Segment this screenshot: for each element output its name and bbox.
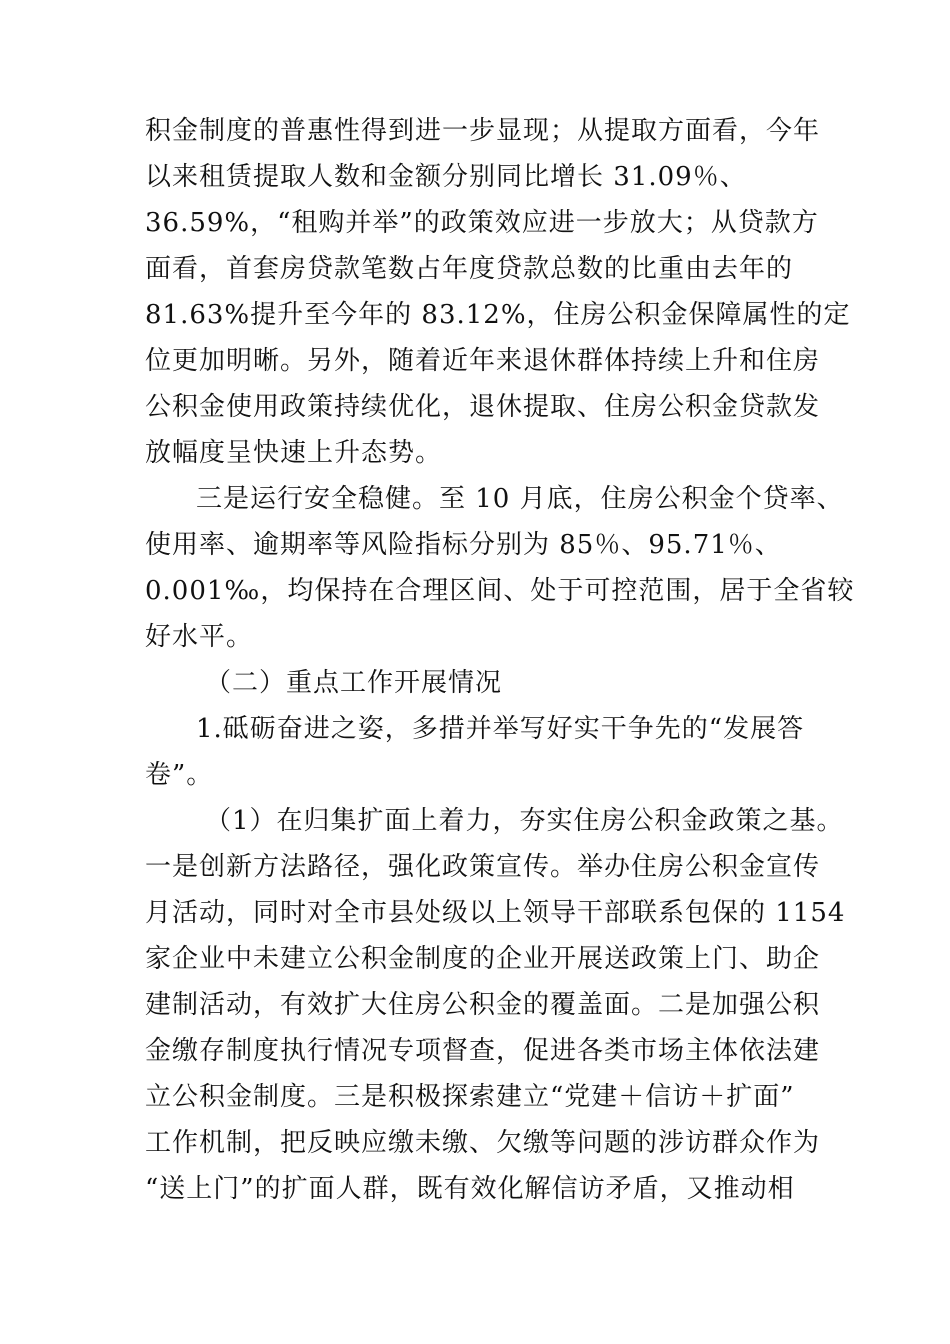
body-text-line: 建制活动，有效扩大住房公积金的覆盖面。二是加强公积 <box>145 990 821 1020</box>
paragraph-start-line: 三是运行安全稳健。至 10 月底，住房公积金个贷率、 <box>196 484 844 514</box>
body-text-line: 一是创新方法路径，强化政策宣传。举办住房公积金宣传 <box>145 852 821 882</box>
body-text-line: 卷”。 <box>145 760 214 790</box>
body-text-line: 放幅度呈快速上升态势。 <box>145 438 443 468</box>
body-text-line: 工作机制，把反映应缴未缴、欠缴等问题的涉访群众作为 <box>145 1128 821 1158</box>
body-text-line: 使用率、逾期率等风险指标分别为 85％、95.71％、 <box>145 530 782 560</box>
body-text-line: 81.63%提升至今年的 83.12%，住房公积金保障属性的定 <box>145 300 851 330</box>
body-text-line: 0.001‰，均保持在合理区间、处于可控范围，居于全省较 <box>145 576 855 606</box>
paragraph-start-line: （1）在归集扩面上着力，夯实住房公积金政策之基。 <box>205 806 844 836</box>
body-text-line: 公积金使用政策持续优化，退休提取、住房公积金贷款发 <box>145 392 821 422</box>
body-text-line: 36.59%，“租购并举”的政策效应进一步放大；从贷款方 <box>145 208 819 238</box>
section-heading: （二）重点工作开展情况 <box>205 668 503 698</box>
body-text-line: 以来租赁提取人数和金额分别同比增长 31.09％、 <box>145 162 747 192</box>
body-text-line: “送上门”的扩面人群，既有效化解信访矛盾，又推动相 <box>145 1174 795 1204</box>
body-text-line: 积金制度的普惠性得到进一步显现；从提取方面看，今年 <box>145 116 821 146</box>
body-text-line: 面看，首套房贷款笔数占年度贷款总数的比重由去年的 <box>145 254 794 284</box>
body-text-line: 家企业中未建立公积金制度的企业开展送政策上门、助企 <box>145 944 821 974</box>
body-text-line: 金缴存制度执行情况专项督查，促进各类市场主体依法建 <box>145 1036 821 1066</box>
body-text-line: 好水平。 <box>145 622 254 652</box>
body-text-line: 位更加明晰。另外，随着近年来退休群体持续上升和住房 <box>145 346 821 376</box>
body-text-line: 立公积金制度。三是积极探索建立“党建＋信访＋扩面” <box>145 1082 795 1112</box>
subheading-line: 1.砥砺奋进之姿，多措并举写好实干争先的“发展答 <box>196 714 805 744</box>
body-text-line: 月活动，同时对全市县处级以上领导干部联系包保的 1154 <box>145 898 846 928</box>
